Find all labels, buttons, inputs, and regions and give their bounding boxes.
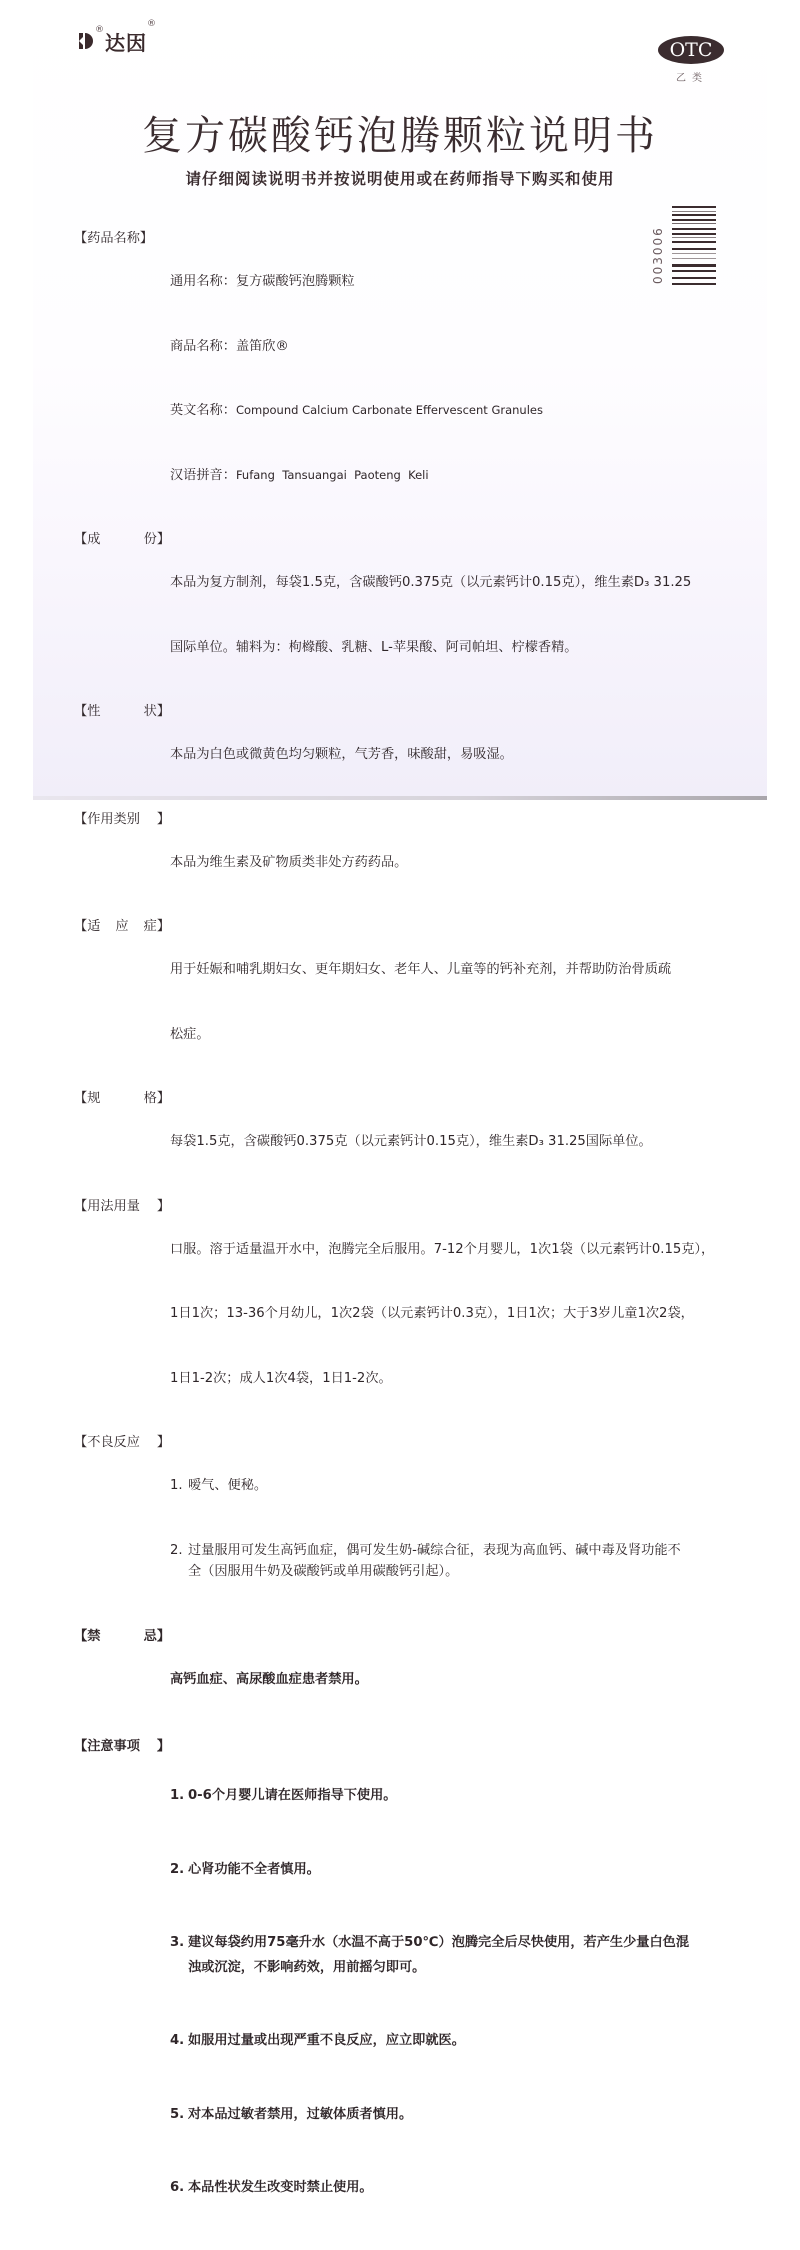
section-contraindications: 【 禁 忌 】 高钙血症、高尿酸血症患者禁用。 — [74, 1626, 764, 1734]
pinyin-name-value: Fufang Tansuangai Paoteng Keli — [235, 467, 429, 482]
section-adverse-reactions — [74, 1432, 764, 1626]
section-label: 【 适 应 症 】 — [74, 919, 170, 934]
registered-mark: ® — [147, 18, 157, 29]
list-item: 6. 本品性状发生改变时禁止使用。 — [170, 2180, 373, 2195]
section-label: 【 性 状 】 — [74, 704, 170, 719]
section-specification: 【 规 格 】 每袋1.5克，含碳酸钙0.375克（以元素钙计0.15克），维生素D₃ 31.25国际单位。 — [74, 1088, 764, 1196]
trade-name-value: 盖笛欣® — [235, 338, 289, 354]
english-name-line: 英文名称： Compound Calcium Carbonate Effervescent Granules — [170, 400, 764, 422]
otc-class-label: 乙类 — [676, 73, 708, 84]
section-label: 【 用法用量 】 — [74, 1198, 170, 1214]
section-precautions — [74, 1735, 764, 2250]
section-label: 【 成 份 】 — [74, 532, 170, 547]
document-title: 复方碳酸钙泡腾颗粒说明书 — [142, 113, 658, 159]
list-item: 2. 心肾功能不全者慎用。 — [170, 1861, 320, 1877]
section-dosage: 【 用法用量 】 口服。溶于适量温开水中，泡腾完全后服用。7-12个月婴儿，1次1袋（以元素钙计0.15克）， 1日1次；13-36个月幼儿，1次2袋（以元素钙计0.3克），1日1次；大于3岁儿童1次2袋， 1日1-2次；成人1次4袋，1日1-2次。 — [74, 1196, 764, 1433]
pinyin-name-line: 汉语拼音： Fufang Tansuangai Paoteng Keli — [170, 465, 764, 487]
brand-name: 达因® — [105, 18, 157, 55]
section-label: 【 禁 忌 】 — [74, 1628, 170, 1644]
generic-name-line: 通用名称： 复方碳酸钙泡腾颗粒 — [170, 271, 764, 293]
section-indications: 【 适 应 症 】 用于妊娠和哺乳期妇女、更年期妇女、老年人、儿童等的钙补充剂，并帮助防治骨质疏 松症。 — [74, 916, 764, 1088]
trade-name-line: 商品名称： 盖笛欣® — [170, 336, 764, 358]
otc-badge: OTC — [658, 36, 724, 64]
list-item: 3. 建议每袋约用75毫升水（水温不高于50℃）泡腾完全后尽快使用，若产生少量白色混 浊或沉淀，不影响药效，用前摇匀即可。 — [170, 1935, 690, 1975]
list-item: 2. 过量服用可发生高钙血症，偶可发生奶-碱综合征，表现为高血钙、碱中毒及肾功能不 全（因服用牛奶及碳酸钙或单用碳酸钙引起）。 — [170, 1542, 681, 1579]
section-label: 【 不良反应 】 — [74, 1435, 170, 1450]
section-label: 【 作用类别 】 — [74, 811, 170, 827]
list-item: 4. 如服用过量或出现严重不良反应，应立即就医。 — [170, 2033, 465, 2048]
section-label: 【 规 格 】 — [74, 1091, 170, 1106]
barcode-number: 003006 — [651, 226, 665, 284]
document-subtitle: 请仔细阅读说明书并按说明使用或在药师指导下购买和使用 — [185, 170, 615, 188]
section-label: 【 注意事项 】 — [74, 1739, 170, 1754]
section-description: 【 性 状 】 本品为白色或微黄色均匀颗粒，气芳香，味酸甜，易吸湿。 — [74, 701, 764, 809]
english-name-value: Compound Calcium Carbonate Effervescent Granules — [235, 403, 543, 417]
generic-name-value: 复方碳酸钙泡腾颗粒 — [235, 274, 355, 289]
section-composition: 【 成 份 】 本品为复方制剂，每袋1.5克，含碳酸钙0.375克（以元素钙计0.15克），维生素D₃ 31.25 国际单位。辅料为：枸橼酸、乳糖、L-苹果酸、阿司帕坦、柠檬香精。 — [74, 529, 764, 701]
list-item: 1. 0-6个月婴儿请在医师指导下使用。 — [170, 1788, 397, 1803]
brand-logo — [77, 18, 157, 55]
list-item: 1. 嗳气、便秘。 — [170, 1478, 268, 1493]
section-category: 【 作用类别 】 本品为维生素及矿物质类非处方药药品。 — [74, 809, 764, 917]
section-label: 【药品名称】 — [74, 231, 154, 246]
registered-mark: ® — [95, 25, 104, 35]
leaflet-body — [74, 228, 764, 2250]
section-drug-name — [74, 228, 764, 529]
list-item: 5. 对本品过敏者禁用，过敏体质者慎用。 — [170, 2106, 413, 2122]
half-circle-d-logo-icon — [77, 25, 104, 51]
